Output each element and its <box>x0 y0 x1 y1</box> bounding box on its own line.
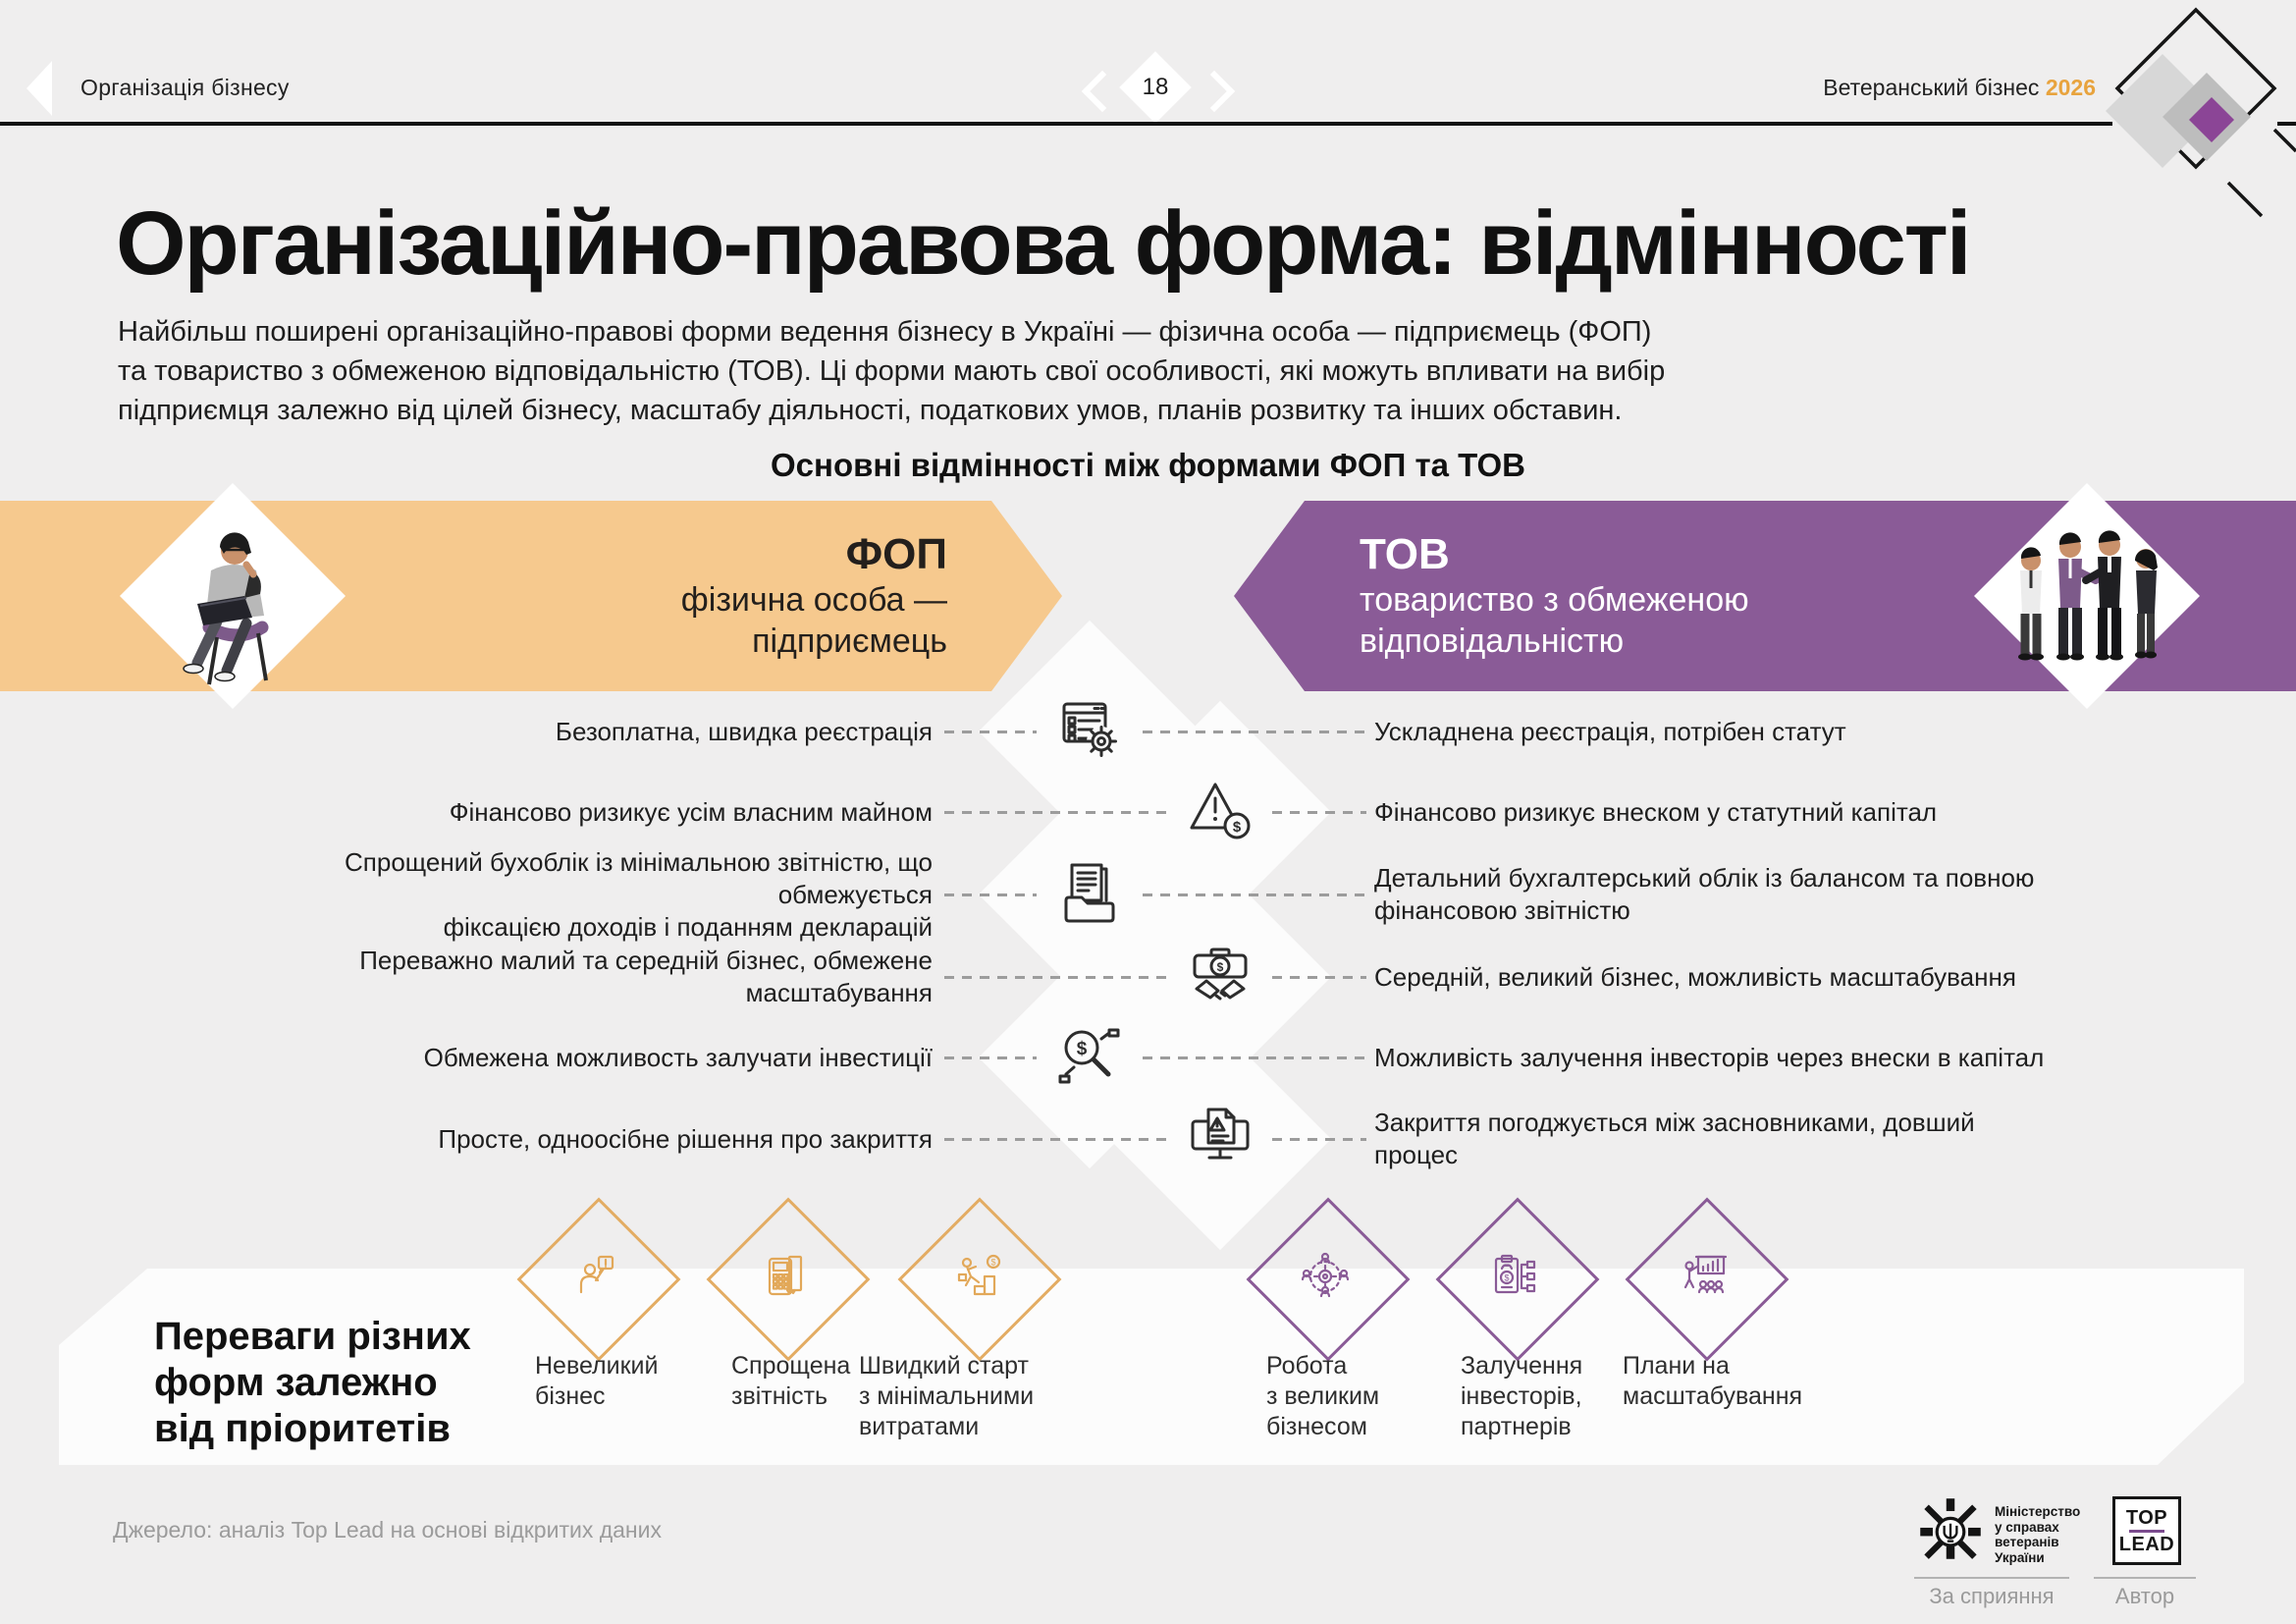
ministry-emblem-icon <box>1916 1494 1985 1563</box>
tov-people-illustration <box>1969 478 2205 714</box>
magnifier-dollar-icon <box>1052 1020 1127 1095</box>
fop-point-5: Обмежена можливость залучати інвестиції <box>423 1042 933 1072</box>
registration-form-gear-icon <box>1052 694 1127 769</box>
investment-clipboard-icon <box>1487 1249 1542 1304</box>
brand-year: 2026 <box>2045 75 2096 100</box>
source-note: Джерело: аналіз Top Lead на основі відкритих даних <box>113 1517 662 1543</box>
svg-text:$: $ <box>990 1257 996 1268</box>
benefits-title: Переваги різних форм залежно від пріоритетів <box>154 1315 471 1450</box>
caption-divider <box>1914 1577 2069 1579</box>
benefit-label-6: Плани на масштабування <box>1623 1352 1803 1410</box>
header-rule-left <box>0 122 2112 126</box>
svg-text:$: $ <box>1232 819 1242 836</box>
monitor-alert-icon <box>1183 1102 1257 1176</box>
page-number: 18 <box>1142 74 1169 100</box>
dash-connector <box>944 1056 1037 1059</box>
top-lead-logo-rule <box>2129 1530 2164 1533</box>
dash-connector <box>944 811 1170 814</box>
tov-subtitle: товариство з обмеженою відповідальністю <box>1360 581 1749 660</box>
top-lead-logo <box>2112 1496 2181 1565</box>
risk-warning-dollar-icon <box>1183 775 1257 849</box>
fop-point-3: Спрощений бухоблік із мінімальною звітністю, що обмежується фіксацією доходів і поданням декларацій <box>345 846 933 942</box>
svg-text:$: $ <box>1504 1272 1510 1283</box>
fop-point-6: Просте, одноосібне рішення про закриття <box>438 1123 933 1154</box>
tov-point-3: Детальний бухгалтерський облік із балансом та повною фінансовою звітністю <box>1374 863 2035 925</box>
tov-point-5: Можливість залучення інвесторів через внески в капітал <box>1374 1042 2045 1072</box>
fop-point-1: Безоплатна, швидка реєстрація <box>555 716 933 746</box>
benefit-label-5: Залучення інвесторів, партнерів <box>1461 1352 1583 1440</box>
top-lead-logo-top: TOP <box>2125 1506 2168 1529</box>
back-arrow-icon[interactable] <box>27 61 52 116</box>
dash-connector <box>1272 1138 1366 1141</box>
ministry-caption: За сприяння <box>1929 1584 2055 1608</box>
briefcase-handshake-icon <box>1183 940 1257 1014</box>
breadcrumb: Організація бізнесу <box>80 75 290 100</box>
tov-heading <box>1360 530 1909 662</box>
svg-text:$: $ <box>1076 1039 1088 1059</box>
tov-abbr: ТОВ <box>1360 530 1450 578</box>
person-steps-coin-icon <box>949 1249 1004 1304</box>
fop-heading <box>456 530 947 662</box>
benefit-label-1: Невеликий бізнес <box>535 1352 659 1410</box>
tov-point-6: Закриття погоджується між засновниками, довший процес <box>1374 1108 1975 1169</box>
benefit-label-3: Швидкий старт з мінімальними витратами <box>859 1352 1035 1440</box>
growth-presentation-icon <box>1677 1249 1732 1304</box>
raised-hand-announcement-icon <box>568 1249 623 1304</box>
svg-text:$: $ <box>1216 960 1224 974</box>
fop-person-illustration <box>115 478 350 714</box>
page-title: Організаційно-правова форма: відмінності <box>116 193 1970 294</box>
fop-point-4: Переважно малий та середній бізнес, обмежене масштабування <box>359 946 933 1007</box>
ministry-logo-text: Міністерство у справах ветеранів України <box>1995 1504 2081 1565</box>
author-caption: Автор <box>2114 1584 2175 1608</box>
dash-connector <box>1272 811 1366 814</box>
dash-connector <box>944 976 1170 979</box>
fop-subtitle: фізична особа — підприємець <box>680 581 947 660</box>
fop-abbr: ФОП <box>845 530 947 578</box>
brand-title: Ветеранський бізнес 2026 <box>1823 75 2096 100</box>
tov-point-1: Ускладнена реєстрація, потрібен статут <box>1374 716 1846 746</box>
dash-connector <box>944 893 1037 896</box>
dash-connector <box>1143 893 1366 896</box>
dash-connector <box>1143 1056 1366 1059</box>
benefit-label-4: Робота з великим бізнесом <box>1266 1352 1380 1440</box>
caption-divider <box>2094 1577 2196 1579</box>
top-lead-logo-lead: LEAD <box>2118 1533 2175 1555</box>
dash-connector <box>944 1138 1170 1141</box>
documents-archive-icon <box>1052 857 1127 932</box>
section-title: Основні відмінності між формами ФОП та ТОВ <box>771 447 1525 483</box>
benefit-label-2: Спрощена звітність <box>731 1352 851 1410</box>
dash-connector <box>1143 731 1366 733</box>
fop-point-2: Фінансово ризикує усім власним майном <box>449 796 933 827</box>
dash-connector <box>944 731 1037 733</box>
corner-diamond-logo <box>2079 0 2296 245</box>
chevron-right-icon[interactable] <box>1194 71 1235 112</box>
tov-point-4: Середній, великий бізнес, можливість масштабування <box>1374 961 2016 992</box>
dash-connector <box>1272 976 1366 979</box>
tov-point-2: Фінансово ризикує внеском у статутний капітал <box>1374 796 1938 827</box>
people-network-gear-icon <box>1298 1249 1353 1304</box>
chevron-left-icon[interactable] <box>1082 71 1123 112</box>
intro-paragraph: Найбільш поширені організаційно-правові форми ведення бізнесу в Україні — фізична особа — підприємець (ФОП) та товариство з обмеженою відповідальністю (ТОВ). Ці форми мають свої особливості, які можуть впливати на вибір підприємця залежно від цілей бізнесу, масштабу діяльності, податкових умов, планів розвитку та інших обставин. <box>118 316 1666 426</box>
calculator-receipt-icon <box>758 1249 813 1304</box>
